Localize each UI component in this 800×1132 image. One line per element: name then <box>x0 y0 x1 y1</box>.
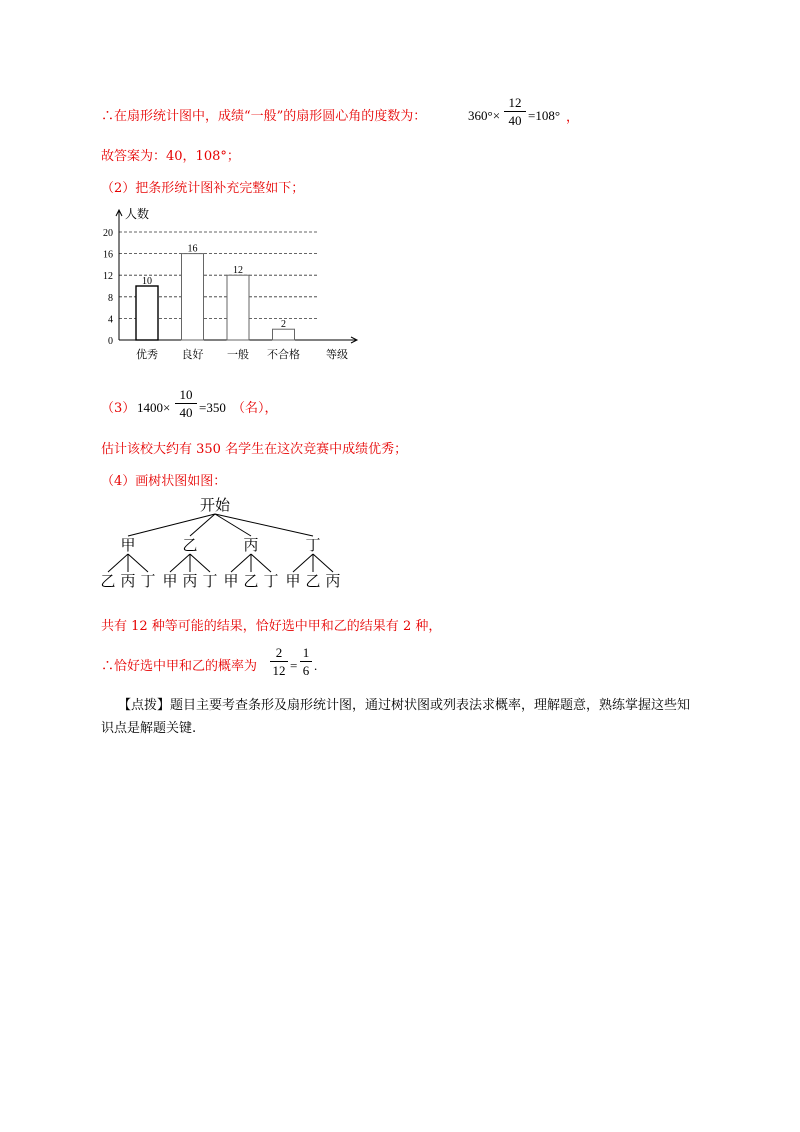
x-axis-label: 等级 <box>326 348 348 361</box>
prob-fraction-2 <box>300 645 312 678</box>
prob-frac1-num: 2 <box>275 645 283 660</box>
prob-eq: = <box>290 658 298 673</box>
tree-level2-node: 甲 <box>285 572 301 590</box>
tree-level2-node: 甲 <box>223 572 239 590</box>
tree-level2-node: 丁 <box>263 572 279 590</box>
tree-level2-node: 甲 <box>162 572 178 590</box>
part3-frac-num: 10 <box>179 387 193 402</box>
fraction-bar <box>504 111 526 112</box>
fraction-bar <box>270 661 288 662</box>
bar-data-label: 16 <box>187 243 198 255</box>
tree-diagram <box>95 492 385 602</box>
bar <box>227 275 249 340</box>
tree-level2-node: 乙 <box>100 572 116 590</box>
tree-branch <box>231 554 251 572</box>
y-tick-label: 12 <box>103 271 113 283</box>
step1-frac-den: 40 <box>508 113 522 128</box>
part3-suffix: （名）， <box>232 401 278 416</box>
step1-expr-left: 360°× <box>468 108 501 123</box>
tree-level2-node: 丁 <box>202 572 218 590</box>
tree-level2-node: 丙 <box>325 572 341 590</box>
step1-expr-right: =108° <box>528 108 561 123</box>
fraction-bar <box>175 403 197 404</box>
prob-tail: . <box>314 658 318 673</box>
tree-branch <box>293 554 313 572</box>
part3-fraction <box>175 387 197 420</box>
outcomes: 共有 12 种等可能的结果，恰好选中甲和乙的结果有 2 种， <box>101 619 442 634</box>
tree-branch <box>313 554 333 572</box>
part4-heading: （4）画树状图如图： <box>101 474 227 489</box>
step1-tail: ， <box>566 109 580 124</box>
part3-expr-left: 1400× <box>137 400 171 415</box>
tree-level1-node: 丁 <box>305 536 321 554</box>
bar-data-label: 10 <box>142 276 152 287</box>
tree-level2-node: 丙 <box>120 572 136 590</box>
bar-data-label: 12 <box>233 265 243 277</box>
y-axis-label: 人数 <box>125 207 150 221</box>
prob-frac2-den: 6 <box>302 663 310 678</box>
bar <box>182 254 204 340</box>
x-tick-label: 优秀 <box>136 348 158 361</box>
y-tick-label: 20 <box>103 228 113 239</box>
y-tick-label: 0 <box>108 336 113 347</box>
x-tick-label: 不合格 <box>267 348 300 361</box>
tree-branch <box>108 554 128 572</box>
tree-branch <box>190 554 210 572</box>
prob-fraction-1 <box>270 645 288 678</box>
y-tick-label: 16 <box>103 249 113 261</box>
step1-text <box>101 108 426 126</box>
tree-level1-node: 甲 <box>120 536 136 554</box>
answer1: 故答案为：40，108°； <box>101 149 240 164</box>
tree-root-node: 开始 <box>199 496 231 514</box>
bar-data-label: 2 <box>281 319 286 331</box>
tree-level2-node: 丁 <box>140 572 156 590</box>
tree-branch <box>128 554 148 572</box>
bar-chart <box>95 200 375 370</box>
bar <box>136 286 158 340</box>
tree-level2-node: 丙 <box>182 572 198 590</box>
tree-level1-node: 乙 <box>182 536 198 554</box>
step1-frac-num: 12 <box>508 95 522 110</box>
bar <box>273 329 295 340</box>
part3-prefix: （3） <box>101 401 136 416</box>
tree-level2-node: 乙 <box>305 572 321 590</box>
x-tick-label: 一般 <box>227 348 249 361</box>
y-tick-label: 8 <box>108 292 113 304</box>
tree-branch <box>170 554 190 572</box>
estimate: 估计该校大约有 350 名学生在这次竞赛中成绩优秀； <box>101 442 408 457</box>
part3-frac-den: 40 <box>179 405 193 420</box>
tree-branch <box>215 514 313 536</box>
step1-fraction <box>504 95 526 128</box>
tree-branch <box>215 514 251 536</box>
tree-branch <box>251 554 271 572</box>
comment-line-1: 【点拨】题目主要考查条形及扇形统计图，通过树状图或列表法求概率，理解题意，熟练掌握这些知 <box>118 698 691 713</box>
x-tick-label: 良好 <box>181 348 204 361</box>
part3-expr-right: =350 <box>199 400 226 415</box>
tree-level2-node: 乙 <box>243 572 259 590</box>
part2-heading: （2）把条形统计图补充完整如下； <box>101 181 305 196</box>
probability-text: ∴恰好选中甲和乙的概率为 <box>101 659 258 674</box>
prob-frac2-num: 1 <box>302 645 310 660</box>
fraction-bar <box>300 661 312 662</box>
comment-line-2: 识点是解题关键. <box>101 721 197 736</box>
prob-frac1-den: 12 <box>272 663 286 678</box>
tree-level1-node: 丙 <box>243 536 259 554</box>
y-tick-label: 4 <box>108 314 113 326</box>
step1-statement: ∴在扇形统计图中，成绩“一般”的扇形圆心角的度数为： <box>101 109 427 124</box>
